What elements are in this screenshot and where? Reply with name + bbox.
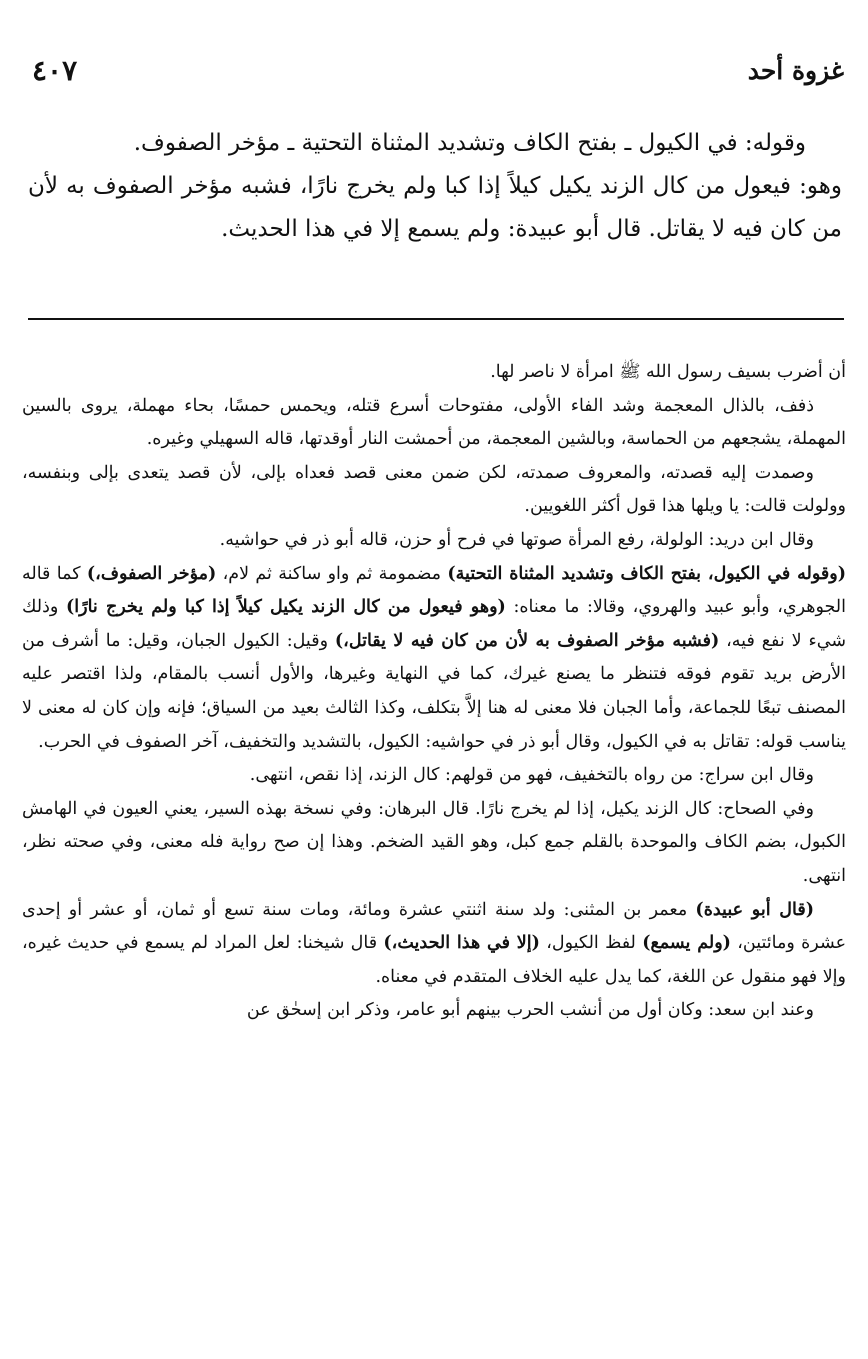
quoted-lemma: (وهو فيعول من كال الزند يكيل كيلاً إذا كبا ولم يخرج نارًا) <box>65 597 506 618</box>
quoted-lemma: (وقوله في الكيول، بفتح الكاف وتشديد المثناة التحتية) <box>447 563 847 584</box>
commentary-text: مضمومة ثم واو ساكنة ثم لام، <box>216 563 448 584</box>
commentary-text: وقيل: الكيول الجبان، وقيل: ما أشرف من الأرض بريد تقوم فوقه فتنظر ما يصنع غيرك، كما في النهاية وغيرها، والأول أنسب بالمقام، ولذا اقتصر عليه المصنف تبعًا للجماعة، وأما الجبان فلا معنى له هنا إلاَّ بتكلف، وكذا الثالث بعيد من السياق؛ فإنه وإن كان له معنى لا يناسب قوله: تقاتل به في الكيول، وقال أبو ذر في حواشيه: الكيول، بالتشديد والتخفيف، آخر الصفوف في الحرب. <box>22 630 846 752</box>
footnote-divider <box>28 318 844 320</box>
running-title: غزوة أحد <box>747 55 844 85</box>
commentary-paragraph <box>22 558 846 760</box>
commentary-text: لفظ الكيول، <box>539 933 643 954</box>
commentary-text: قال شيخنا: لعل المراد لم يسمع في حديث غيره، وإلا فهو منقول عن اللغة، كما يدل عليه الخلاف المتقدم في معناه. <box>22 933 846 987</box>
commentary-paragraph: وعند ابن سعد: وكان أول من أنشب الحرب بينهم أبو عامر، وذكر ابن إسحٰق عن <box>246 1000 814 1021</box>
main-text-paragraph: وهو: فيعول من كال الزند يكيل كيلاً إذا كبا ولم يخرج نارًا، فشبه مؤخر الصفوف به لأن من كان فيه لا يقاتل. قال أبو عبيدة: ولم يسمع إلا في هذا الحديث. <box>28 173 842 242</box>
commentary <box>22 356 846 1028</box>
commentary-paragraph: وصمدت إليه قصدته، والمعروف صمدته، لكن ضمن معنى قصد فعداه بإلى، لأن قصد يتعدى بإلى وبنفسه، وولولت قالت: يا ويلها هذا قول أكثر اللغويين. <box>22 462 846 517</box>
main-text <box>28 122 842 251</box>
page-number: ٤٠٧ <box>32 53 78 87</box>
commentary-text: معمر بن المثنى: ولد سنة اثنتي عشرة ومائة، ومات سنة تسع أو ثمان، أو عشر أو إحدى عشرة ومائتين، <box>22 899 847 954</box>
quoted-lemma: (فشبه مؤخر الصفوف به لأن من كان فيه لا يقاتل،) <box>334 630 720 651</box>
page-header <box>32 48 844 92</box>
quoted-lemma: (ولم يسمع) <box>642 933 731 954</box>
main-text-paragraph: وقوله: في الكيول ـ بفتح الكاف وتشديد المثناة التحتية ـ مؤخر الصفوف. <box>133 130 806 156</box>
commentary-paragraph: وقال ابن دريد: الولولة، رفع المرأة صوتها في فرح أو حزن، قاله أبو ذر في حواشيه. <box>219 529 814 550</box>
commentary-text: وذلك شيء لا نفع فيه، <box>22 597 846 651</box>
commentary-paragraph: أن أضرب بسيف رسول الله ﷺ امرأة لا ناصر لها. <box>490 362 846 382</box>
quoted-lemma: (إلا في هذا الحديث،) <box>383 933 540 954</box>
quoted-lemma: (قال أبو عبيدة) <box>695 899 814 920</box>
commentary-paragraph: وقال ابن سراج: من رواه بالتخفيف، فهو من قولهم: كال الزند، إذا نقص، انتهى. <box>249 765 814 786</box>
commentary-paragraph: وفي الصحاح: كال الزند يكيل، إذا لم يخرج نارًا. قال البرهان: وفي نسخة بهذه السير، يعني العيون في الهامش الكبول، بضم الكاف والموحدة بالقلم جمع كبل، وهو القيد الضخم. وهذا إن صح رواية فله معنى، وفي صحته نظر، انتهى. <box>22 798 846 886</box>
commentary-paragraph <box>22 894 846 995</box>
quoted-lemma: (مؤخر الصفوف،) <box>86 563 217 584</box>
commentary-text: كما قاله الجوهري، وأبو عبيد والهروي، وقالا: ما معناه: <box>22 563 846 618</box>
commentary-paragraph: ذفف، بالذال المعجمة وشد الفاء الأولى، مفتوحات أسرع قتله، ويحمس حمسًا، بحاء مهملة، يروى بالسين المهملة، يشجعهم من الحماسة، وبالشين المعجمة، من أحمشت النار أوقدتها، قاله السهيلي وغيره. <box>22 395 846 450</box>
